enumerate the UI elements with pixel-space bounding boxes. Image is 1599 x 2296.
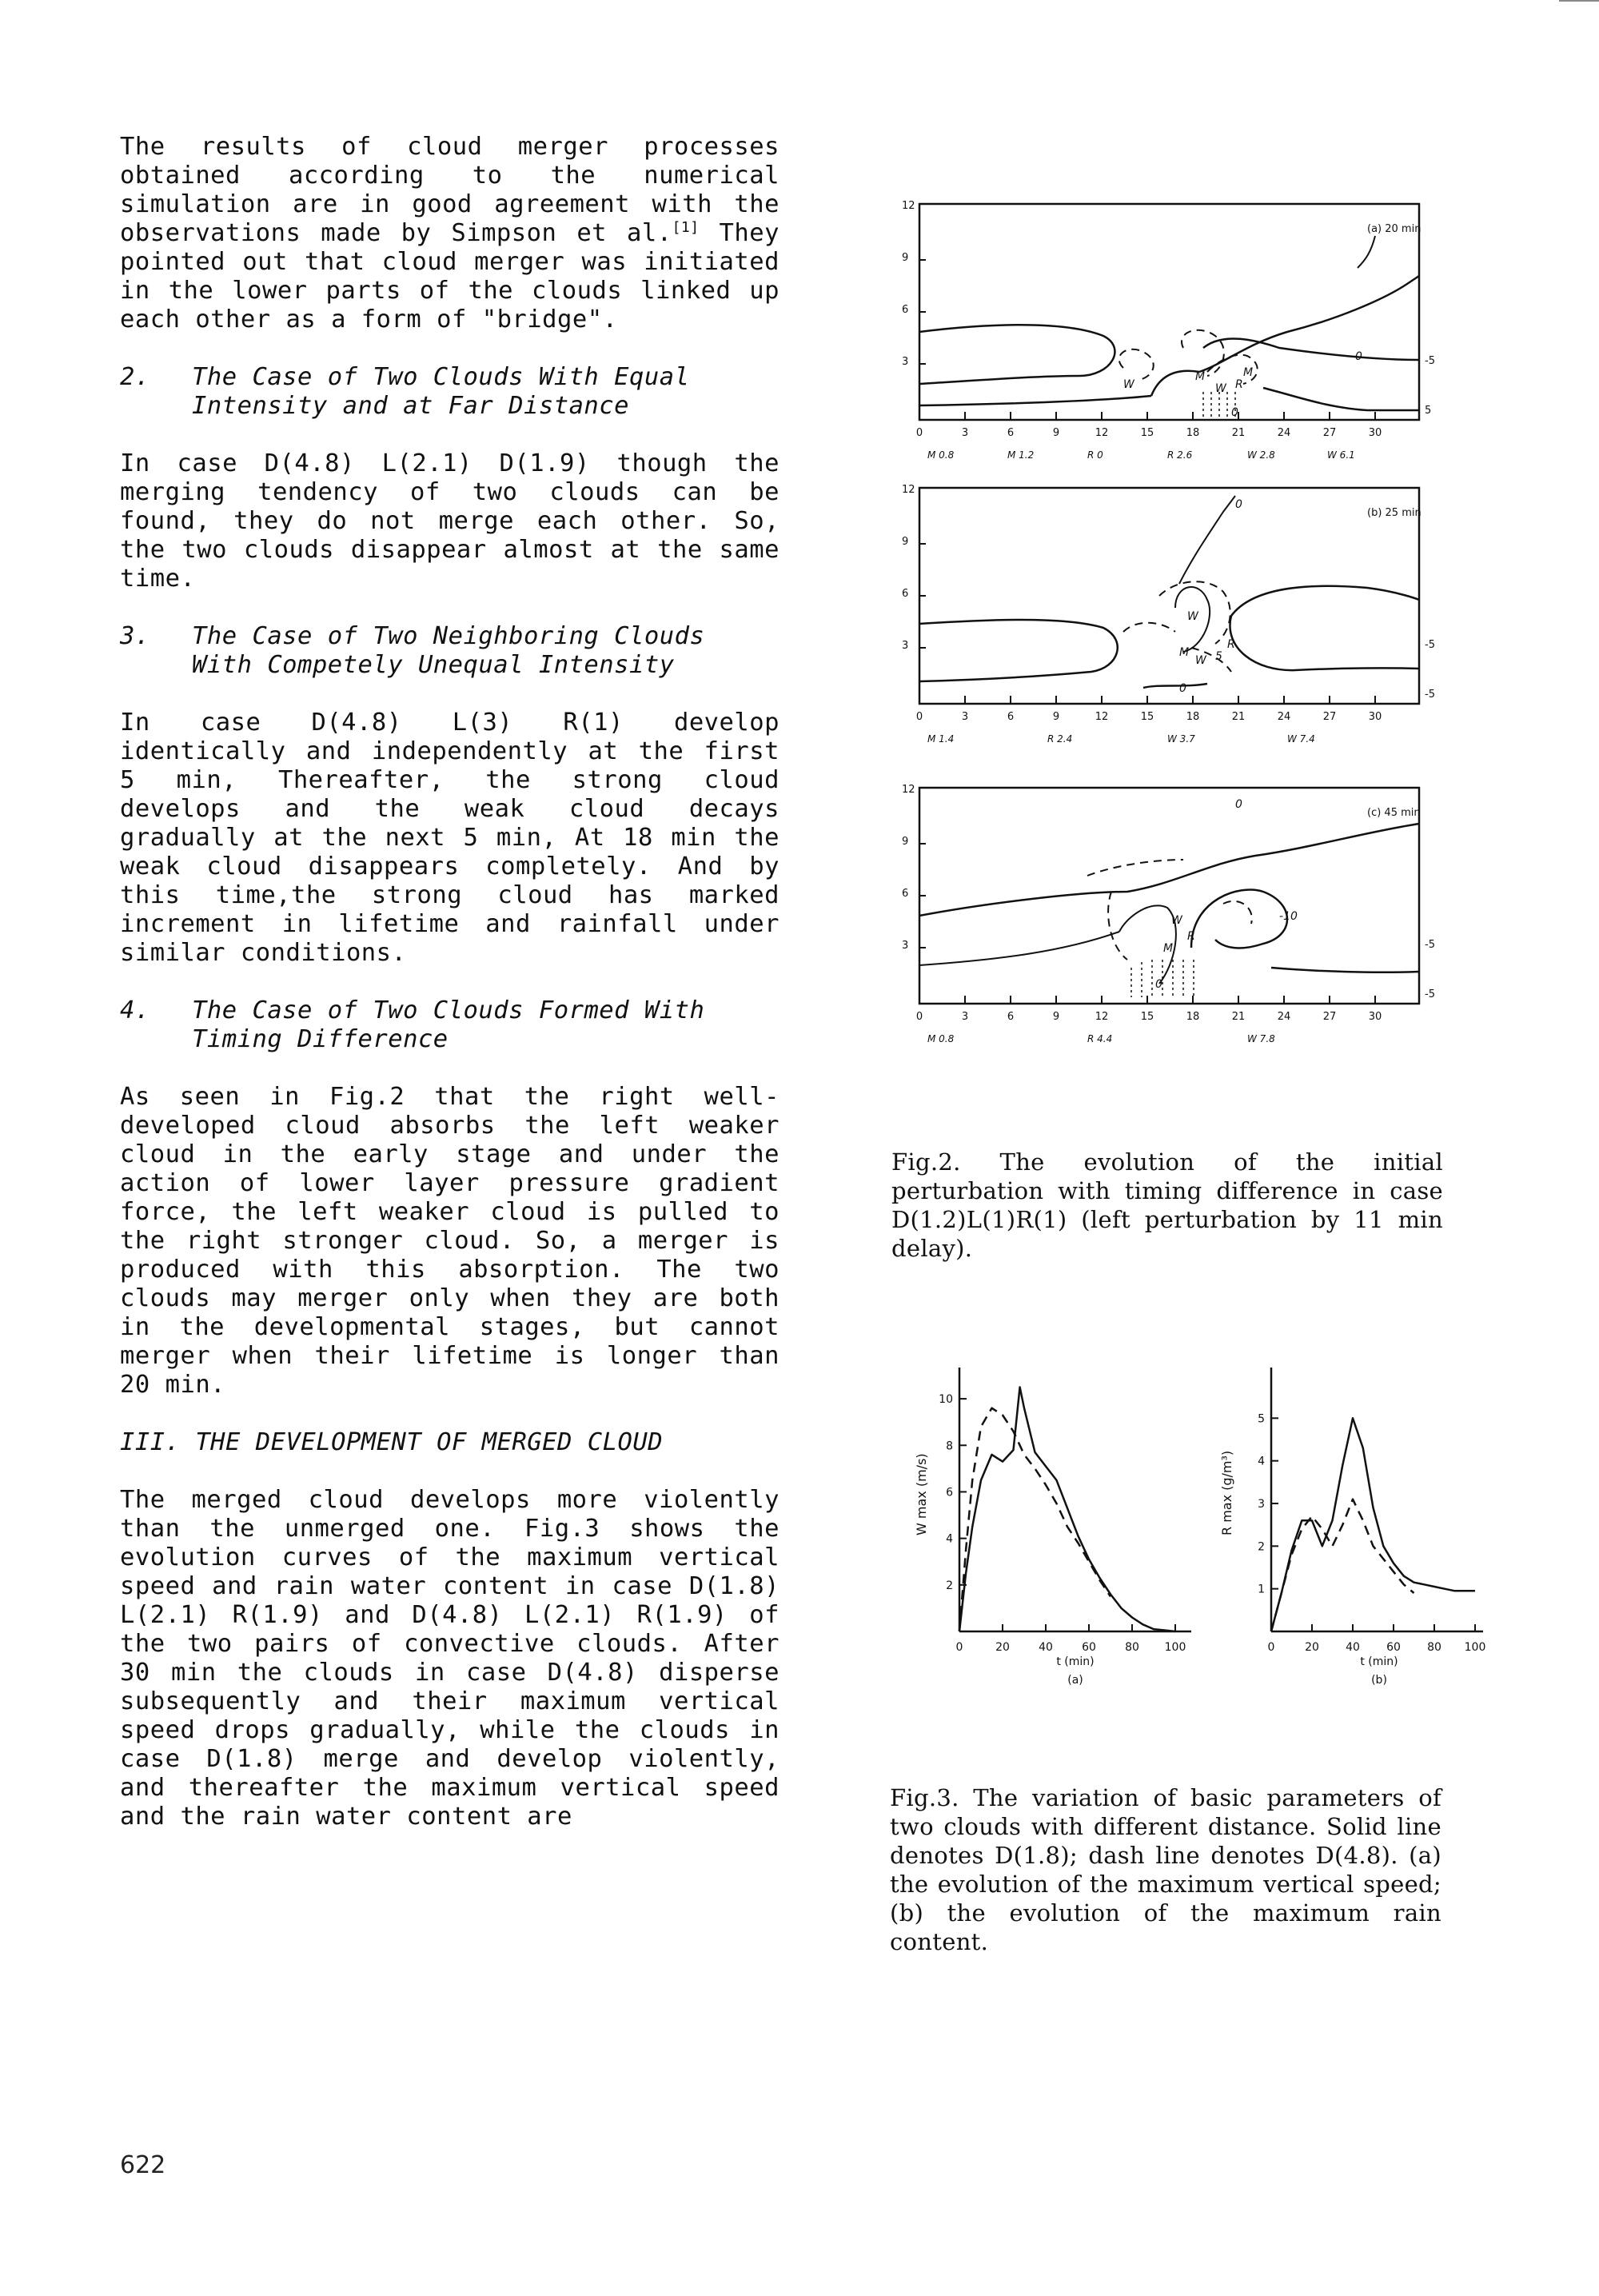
- series-line-D(4.8): [1271, 1499, 1414, 1631]
- x-tick-label: 18: [1186, 427, 1200, 439]
- contour-letter: -10: [1279, 910, 1298, 923]
- contour-letter: 0: [1155, 978, 1162, 991]
- right-contour-label: -5: [1425, 939, 1435, 951]
- y-tick-label: 10: [939, 1393, 953, 1407]
- figure-3-caption: Fig.3. The variation of basic parameters of two clouds with different distance. Solid line denotes D(1.8); dash line denotes D(4.8). (a) the evolution of the maximum vertical speed; (b) the evolution of the maximum rain content.: [890, 1784, 1441, 1955]
- contour-letter: W: [1215, 382, 1226, 395]
- right-contour-label: -5: [1425, 639, 1435, 651]
- x-tick-label: 20: [995, 1641, 1010, 1654]
- x-tick-label: 24: [1277, 1011, 1291, 1023]
- x-tick-label: 24: [1277, 427, 1291, 439]
- section-title: The Case of Two Neighboring Clouds With Competely Unequal Intensity: [192, 622, 705, 679]
- x-axis-label: t (min): [1056, 1655, 1095, 1668]
- fig2-panel-b: [919, 488, 1422, 704]
- bottom-value-label: W 6.1: [1327, 449, 1355, 461]
- paragraph-simpson-rest: They pointed out that cloud merger was initiated in the lower parts of the clouds linked up each other as a form of "bridge".: [120, 219, 780, 333]
- section-title: III. THE DEVELOPMENT OF MERGED CLOUD: [120, 1428, 664, 1456]
- body-text-column: [120, 133, 780, 1860]
- x-tick-label: 12: [1095, 711, 1109, 723]
- y-tick-label: 3: [1258, 1498, 1265, 1511]
- paragraph-equal-intensity: In case D(4.8) L(2.1) D(1.9) though the merging tendency of two clouds can be found, they do not merge each other. So, the two clouds disappear almost at the same time.: [120, 449, 780, 593]
- series-line-D(1.8): [1271, 1418, 1475, 1631]
- series-line-D(4.8): [959, 1408, 1111, 1631]
- x-tick-label: 15: [1140, 427, 1154, 439]
- panel-label: (a) 20 min: [1367, 223, 1422, 235]
- x-tick-label: 27: [1322, 427, 1337, 439]
- x-tick-label: 21: [1231, 711, 1246, 723]
- y-tick-label: 6: [902, 588, 909, 600]
- contour-letter: 0: [1355, 350, 1362, 363]
- y-tick-label: 3: [902, 940, 909, 952]
- y-tick-label: 5: [1258, 1412, 1265, 1426]
- bottom-value-label: M 1.4: [927, 733, 955, 745]
- x-tick-label: 6: [1007, 1011, 1015, 1023]
- right-contour-label: -5: [1425, 355, 1435, 367]
- x-tick-label: 12: [1095, 1011, 1109, 1023]
- paragraph-merged-cloud: The merged cloud develops more violently than the unmerged one. Fig.3 shows the evolution curves of the maximum vertical speed and rain water content in case D(1.8) L(2.1) R(1.9) and D(4.8) L(2.1) R(1.9) of the two pairs of convective clouds. After 30 min the clouds in case D(4.8) disperse subsequently and their maximum vertical speed drops gradually, while the clouds in case D(1.8) merge and develop violently, and thereafter the maximum vertical speed and the rain water content are: [120, 1486, 780, 1831]
- y-tick-label: 6: [902, 304, 909, 316]
- y-tick-label: 3: [902, 356, 909, 368]
- section-title: The Case of Two Clouds With Equal Intensity and at Far Distance: [192, 363, 690, 420]
- x-tick-label: 3: [961, 1011, 969, 1023]
- x-tick-label: 9: [1052, 1011, 1060, 1023]
- y-tick-label: 1: [1258, 1583, 1265, 1596]
- x-tick-label: 40: [1039, 1641, 1053, 1654]
- y-tick-label: 12: [902, 200, 915, 212]
- figure-2-svg: [895, 196, 1455, 1052]
- y-tick-label: 6: [902, 888, 909, 900]
- contour-letter: R: [1187, 930, 1195, 943]
- y-tick-label: 2: [946, 1579, 953, 1592]
- bottom-value-label: M 1.2: [1007, 449, 1035, 461]
- citation-ref: [1]: [672, 218, 700, 236]
- x-tick-label: 27: [1322, 711, 1337, 723]
- figure-2: [895, 196, 1455, 1052]
- section-heading-4: [120, 996, 780, 1054]
- section-number: 4.: [120, 996, 150, 1024]
- x-tick-label: 60: [1386, 1641, 1401, 1654]
- y-tick-label: 9: [902, 836, 909, 848]
- section-title: The Case of Two Clouds Formed With Timing Difference: [192, 996, 705, 1053]
- bottom-value-label: R 0: [1087, 449, 1103, 461]
- x-tick-label: 15: [1140, 1011, 1154, 1023]
- x-tick-label: 80: [1427, 1641, 1441, 1654]
- bottom-value-label: M 0.8: [927, 449, 955, 461]
- x-tick-label: 15: [1140, 711, 1154, 723]
- panel-label: (c) 45 min: [1367, 807, 1421, 819]
- y-tick-label: 4: [946, 1532, 953, 1546]
- y-tick-label: 9: [902, 536, 909, 548]
- section-number: 3.: [120, 622, 150, 650]
- contour-letter: 0: [1231, 406, 1238, 419]
- figure-3-svg: [863, 1360, 1487, 1711]
- x-tick-label: 0: [915, 1011, 923, 1023]
- bottom-value-label: M 0.8: [927, 1033, 955, 1044]
- x-tick-label: 30: [1368, 711, 1382, 723]
- section-number: 2.: [120, 363, 150, 391]
- fig2-panel-c: [919, 788, 1421, 1004]
- paragraph-simpson: [120, 133, 780, 334]
- x-tick-label: 21: [1231, 427, 1246, 439]
- x-tick-label: 100: [1464, 1641, 1486, 1654]
- fig2-panel-labels: [902, 484, 1435, 745]
- y-tick-label: 3: [902, 640, 909, 652]
- paragraph-timing-difference: As seen in Fig.2 that the right well-developed cloud absorbs the left weaker cloud in the early stage and under the action of lower layer pressure gradient force, the left weaker cloud is pulled to the right stronger cloud. So, a merger is produced with this absorption. The two clouds may merger only when they are both in the developmental stages, but cannot merger when their lifetime is longer than 20 min.: [120, 1083, 780, 1399]
- contour-letter: W: [1123, 378, 1134, 391]
- x-tick-label: 3: [961, 427, 969, 439]
- fig2-panel-labels: [902, 784, 1435, 1044]
- contour-letter: 0: [1235, 498, 1242, 511]
- y-tick-label: 12: [902, 484, 915, 496]
- contour-letter: 0: [1235, 798, 1242, 811]
- chart-r-max: [1219, 1368, 1485, 1687]
- paragraph-simpson-text: The results of cloud merger processes obtained according to the numerical simulation are in good agreement with the observations made by Simpson et al.: [120, 133, 780, 247]
- x-tick-label: 60: [1082, 1641, 1096, 1654]
- contour-letter: W: [1187, 610, 1198, 623]
- paragraph-unequal-intensity: In case D(4.8) L(3) R(1) develop identically and independently at the first 5 min, Thereafter, the strong cloud develops and the weak cloud decays gradually at the next 5 min, At 18 min the weak cloud disappears completely. And by this time,the strong cloud has marked increment in lifetime and rainfall under similar conditions.: [120, 709, 780, 967]
- x-tick-label: 18: [1186, 1011, 1200, 1023]
- panel-label: (b) 25 min: [1367, 507, 1422, 519]
- chart-w-max: [914, 1368, 1191, 1687]
- x-tick-label: 0: [955, 1641, 963, 1654]
- section-heading-III: [120, 1428, 780, 1457]
- x-tick-label: 21: [1231, 1011, 1246, 1023]
- y-tick-label: 4: [1258, 1455, 1265, 1468]
- panel-sublabel: (a): [1067, 1674, 1083, 1687]
- x-tick-label: 3: [961, 711, 969, 723]
- bottom-value-label: R 2.6: [1167, 449, 1193, 461]
- bottom-value-label: W 7.4: [1287, 733, 1315, 745]
- y-tick-label: 12: [902, 784, 915, 796]
- y-tick-label: 6: [946, 1486, 953, 1499]
- y-axis-label: W max (m/s): [914, 1453, 929, 1535]
- x-tick-label: 9: [1052, 427, 1060, 439]
- x-tick-label: 80: [1125, 1641, 1139, 1654]
- x-tick-label: 40: [1346, 1641, 1360, 1654]
- x-tick-label: 0: [915, 711, 923, 723]
- figure-2-caption: Fig.2. The evolution of the initial perturbation with timing difference in case D(1.2)L(1)R(1) (left perturbation by 11 min delay).: [891, 1148, 1443, 1262]
- section-heading-3: [120, 622, 780, 680]
- contour-letter: 5: [1215, 650, 1222, 663]
- contour-letter: M: [1243, 366, 1254, 379]
- contour-letter: M: [1195, 370, 1206, 383]
- x-tick-label: 24: [1277, 711, 1291, 723]
- x-axis-label: t (min): [1360, 1655, 1398, 1668]
- series-line-D(1.8): [959, 1388, 1175, 1632]
- bottom-value-label: R 2.4: [1047, 733, 1073, 745]
- right-contour-label: 5: [1425, 405, 1432, 417]
- contour-letter: M: [1163, 942, 1174, 955]
- contour-letter: R: [1227, 638, 1235, 651]
- y-tick-label: 2: [1258, 1540, 1265, 1554]
- corner-rule: [1559, 0, 1599, 2]
- x-tick-label: 30: [1368, 427, 1382, 439]
- x-tick-label: 6: [1007, 427, 1015, 439]
- section-heading-2: [120, 363, 780, 421]
- x-tick-label: 18: [1186, 711, 1200, 723]
- contour-letter: M: [1179, 646, 1190, 659]
- x-tick-label: 100: [1164, 1641, 1186, 1654]
- x-tick-label: 30: [1368, 1011, 1382, 1023]
- fig2-panel-a: [919, 204, 1421, 420]
- x-tick-label: 9: [1052, 711, 1060, 723]
- fig2-panel-labels: [902, 200, 1435, 461]
- y-tick-label: 8: [946, 1439, 953, 1453]
- x-tick-label: 20: [1305, 1641, 1319, 1654]
- bottom-value-label: W 2.8: [1247, 449, 1275, 461]
- x-tick-label: 6: [1007, 711, 1015, 723]
- figure-3: [863, 1360, 1487, 1711]
- right-contour-label: -5: [1425, 988, 1435, 1000]
- contour-letter: W: [1195, 654, 1206, 667]
- page-number: 622: [120, 2151, 166, 2179]
- x-tick-label: 27: [1322, 1011, 1337, 1023]
- contour-letter: W: [1171, 914, 1182, 927]
- contour-letter: R: [1235, 378, 1243, 391]
- x-tick-label: 0: [915, 427, 923, 439]
- y-tick-label: 9: [902, 252, 909, 264]
- x-tick-label: 0: [1267, 1641, 1275, 1654]
- panel-sublabel: (b): [1371, 1674, 1387, 1687]
- right-contour-label: -5: [1425, 689, 1435, 701]
- contour-letter: 0: [1179, 682, 1186, 695]
- y-axis-label: R max (g/m³): [1219, 1450, 1234, 1535]
- bottom-value-label: W 3.7: [1167, 733, 1195, 745]
- x-tick-label: 12: [1095, 427, 1109, 439]
- bottom-value-label: W 7.8: [1247, 1033, 1275, 1044]
- bottom-value-label: R 4.4: [1087, 1033, 1113, 1044]
